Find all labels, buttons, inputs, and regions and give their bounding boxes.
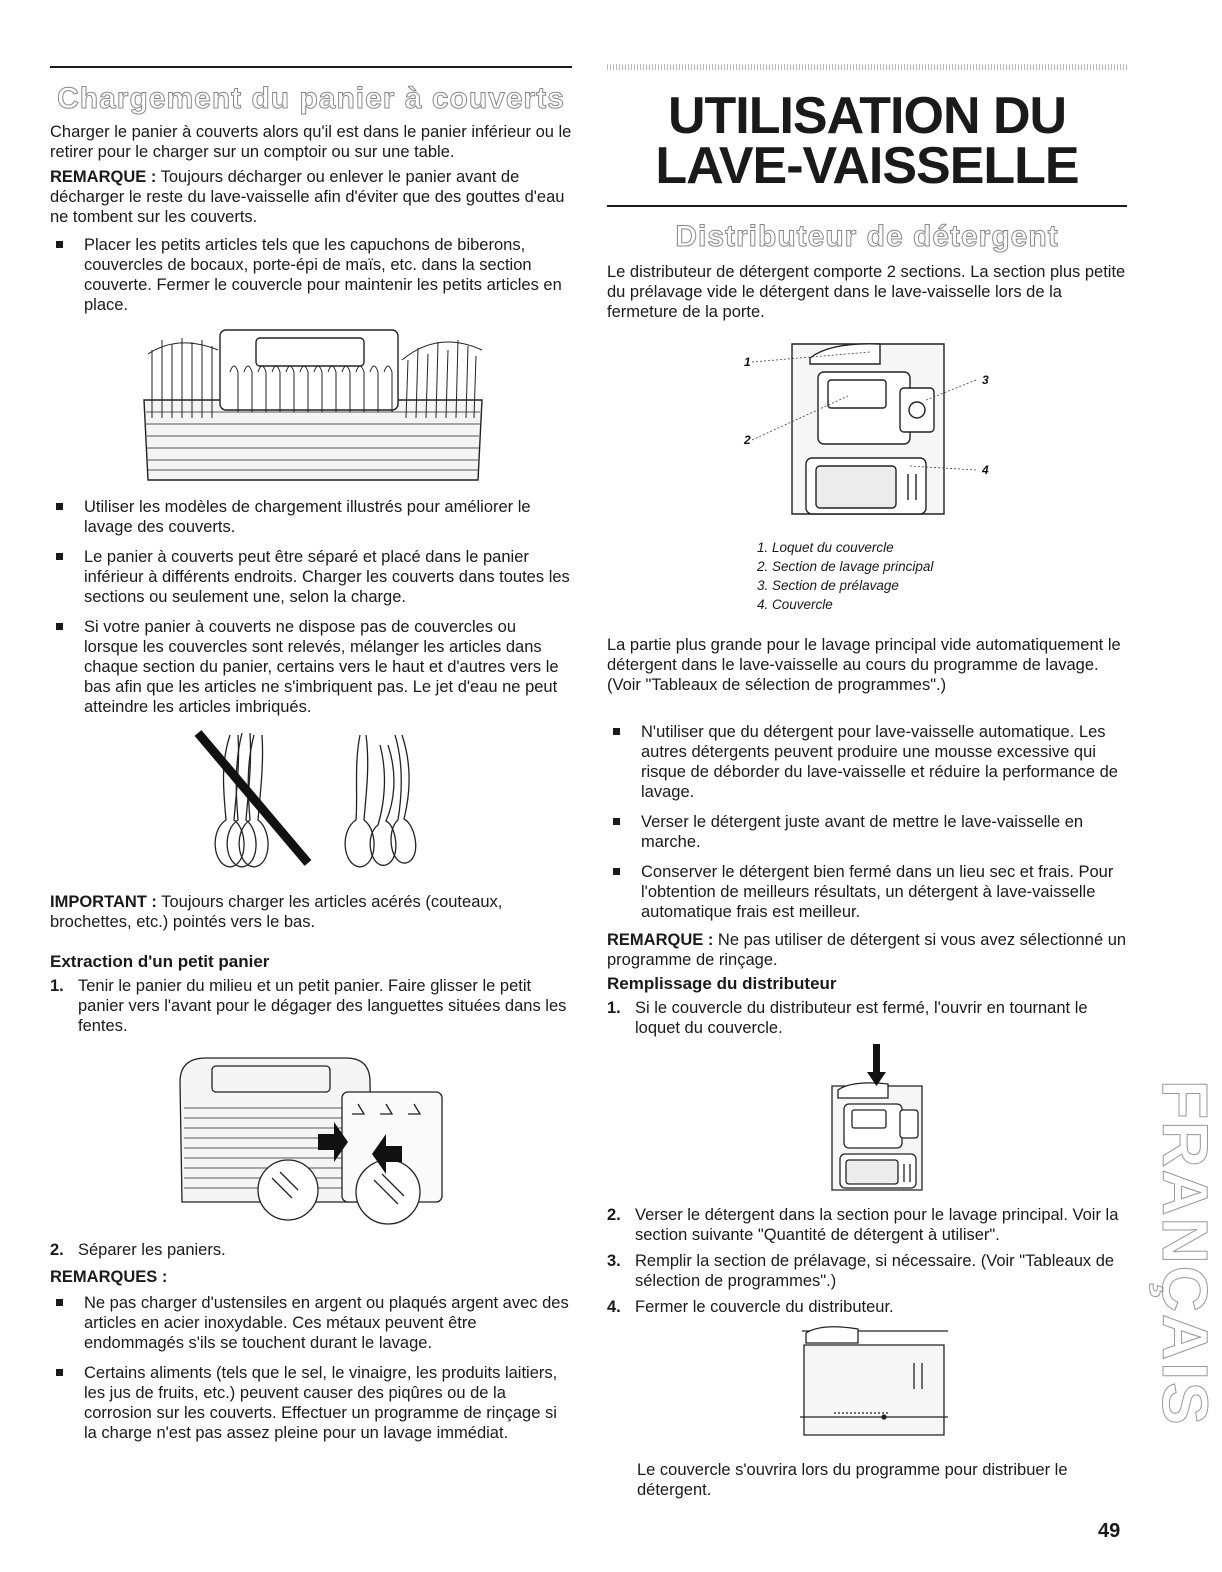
language-side-tab: FRANÇAIS [1149, 1080, 1221, 1427]
list-item: Ne pas charger d'ustensiles en argent ou plaqués argent avec des articles en acier inoxydable. Ces métaux peuvent être endommagés s'ils se touchent durant le lavage. [50, 1293, 572, 1353]
list-item: 2. Verser le détergent dans la section pour le lavage principal. Voir la section suivante "Quantité de détergent à utiliser". [607, 1206, 1119, 1244]
caption-item: 4. Couvercle [757, 597, 833, 612]
open-latch-diagram [818, 1044, 928, 1194]
detergent-dispenser-diagram [730, 338, 1000, 524]
bullet-square-icon [56, 1369, 63, 1376]
fill-steps-1 [607, 998, 1127, 1044]
closing-paragraph: Le couvercle s'ouvrira lors du programme pour distribuer le détergent. [637, 1461, 1068, 1499]
caption-item: 3. Section de prélavage [757, 578, 899, 593]
main-title-line1: UTILISATION DU [667, 87, 1067, 145]
remark-label: REMARQUE : [50, 168, 157, 186]
detergent-bullets [607, 722, 1127, 932]
closed-cover-diagram [798, 1325, 953, 1445]
intro-paragraph: Charger le panier à couverts alors qu'il est dans le panier inférieur ou le retirer pour le charger sur un comptoir ou sur une table. [50, 123, 572, 161]
bullet-square-icon [56, 553, 63, 560]
list-item: 1. Si le couvercle du distributeur est fermé, l'ouvrir en tournant le loquet du couvercle. [607, 999, 1088, 1037]
top-rule-left [50, 66, 572, 68]
callout-3: 3 [982, 373, 989, 387]
extraction-steps-2 [50, 1240, 572, 1266]
list-item: 4. Fermer le couvercle du distributeur. [607, 1298, 894, 1316]
list-item: Certains aliments (tels que le sel, le vinaigre, les produits laitiers, les jus de fruits, etc.) peuvent causer des piqûres ou de la corrosion sur les couverts. Effectuer un programme de rinçage si la charge n'est pas assez pleine pour un lavage immédiat. [50, 1363, 572, 1443]
page-number: 49 [1098, 1520, 1121, 1542]
bullet-list-mid [50, 497, 572, 727]
rinse-remark [607, 930, 1127, 970]
bullet-square-icon [56, 1299, 63, 1306]
important-paragraph [50, 892, 572, 932]
section-title-cutlery: Chargement du panier à couverts [57, 82, 565, 115]
list-item: 3. Remplir la section de prélavage, si nécessaire. (Voir "Tableaux de sélection de programmes".) [607, 1252, 1115, 1290]
remark-text: Ne pas utiliser de détergent si vous avez sélectionné un programme de rinçage. [607, 931, 1127, 969]
important-label: IMPORTANT : [50, 893, 157, 911]
list-item: 1. Tenir le panier du milieu et un petit panier. Faire glisser le petit panier vers l'avant pour le dégager des languettes situées dans les fentes. [50, 977, 567, 1035]
caption-item: 1. Loquet du couvercle [757, 540, 894, 555]
list-item: Si votre panier à couverts ne dispose pas de couvercles ou lorsque les couvercles sont relevés, mélanger les articles dans chaque section du panier, certains vers le haut et d'autres vers le bas afin que les articles ne s'imbriquent pas. Le jet d'eau ne peut atteindre les articles imbriqués. [50, 617, 572, 717]
detergent-intro: Le distributeur de détergent comporte 2 sections. La section plus petite du prélavage vide le détergent dans le lave-vaisselle lors de la fermeture de la porte. [607, 263, 1126, 321]
nested-spoons-illustration [190, 725, 430, 875]
list-item: Placer les petits articles tels que les capuchons de biberons, couvercles de bocaux, porte-épi de maïs, etc. dans la section couverte. Fermer le couvercle pour maintenir les petits articles en place. [50, 235, 572, 315]
list-item: N'utiliser que du détergent pour lave-vaisselle automatique. Les autres détergents peuvent produire une mousse excessive qui risque de déborder du lave-vaisselle et réduire la performance de lavage. [607, 722, 1127, 802]
caption-item: 2. Section de lavage principal [757, 559, 934, 574]
callout-1: 1 [744, 355, 751, 369]
fill-heading: Remplissage du distributeur [607, 974, 837, 993]
main-wash-paragraph: La partie plus grande pour le lavage principal vide automatiquement le détergent dans le lave-vaisselle au cours du programme de lavage. (Voir "Tableaux de sélection de programmes".) [607, 636, 1121, 694]
bullet-square-icon [56, 241, 63, 248]
extraction-steps [50, 976, 572, 1042]
bullet-list-bottom [50, 1293, 572, 1453]
bullet-square-icon [56, 623, 63, 630]
callout-4: 4 [982, 463, 989, 477]
extraction-heading: Extraction d'un petit panier [50, 952, 270, 971]
callout-2: 2 [744, 433, 751, 447]
bullet-square-icon [613, 728, 620, 735]
top-rule-right [607, 64, 1127, 70]
bullet-list-top [50, 235, 572, 325]
main-title-line2: LAVE-VAISSELLE [655, 137, 1079, 195]
list-item: Le panier à couverts peut être séparé et placé dans le panier inférieur à différents endroits. Charger les couverts dans toutes les sections ou seulement une, selon la charge. [50, 547, 572, 607]
remark-paragraph [50, 167, 572, 227]
bullet-square-icon [56, 503, 63, 510]
remark-text: Toujours décharger ou enlever le panier avant de décharger le reste du lave-vaisselle afin d'éviter que des gouttes d'eau ne tombent sur les couverts. [50, 168, 565, 226]
bullet-square-icon [613, 818, 620, 825]
list-item: 2. Séparer les paniers. [50, 1241, 226, 1259]
diagram-captions [757, 538, 933, 614]
list-item: Conserver le détergent bien fermé dans un lieu sec et frais. Pour l'obtention de meilleurs résultats, un détergent à lave-vaisselle automatique frais est meilleur. [607, 862, 1127, 922]
cutlery-basket-illustration [138, 320, 488, 490]
remarques-label: REMARQUES : [50, 1268, 168, 1286]
remark-label: REMARQUE : [607, 931, 714, 949]
list-item: Utiliser les modèles de chargement illustrés pour améliorer le lavage des couverts. [50, 497, 572, 537]
fill-steps-2-4 [607, 1205, 1127, 1323]
section-title-detergent: Distributeur de détergent [675, 220, 1059, 253]
basket-separation-illustration [176, 1052, 448, 1230]
list-item: Verser le détergent juste avant de mettre le lave-vaisselle en marche. [607, 812, 1127, 852]
important-text: Toujours charger les articles acérés (couteaux, brochettes, etc.) pointés vers le bas. [50, 893, 503, 931]
title-rule [607, 205, 1127, 207]
bullet-square-icon [613, 868, 620, 875]
